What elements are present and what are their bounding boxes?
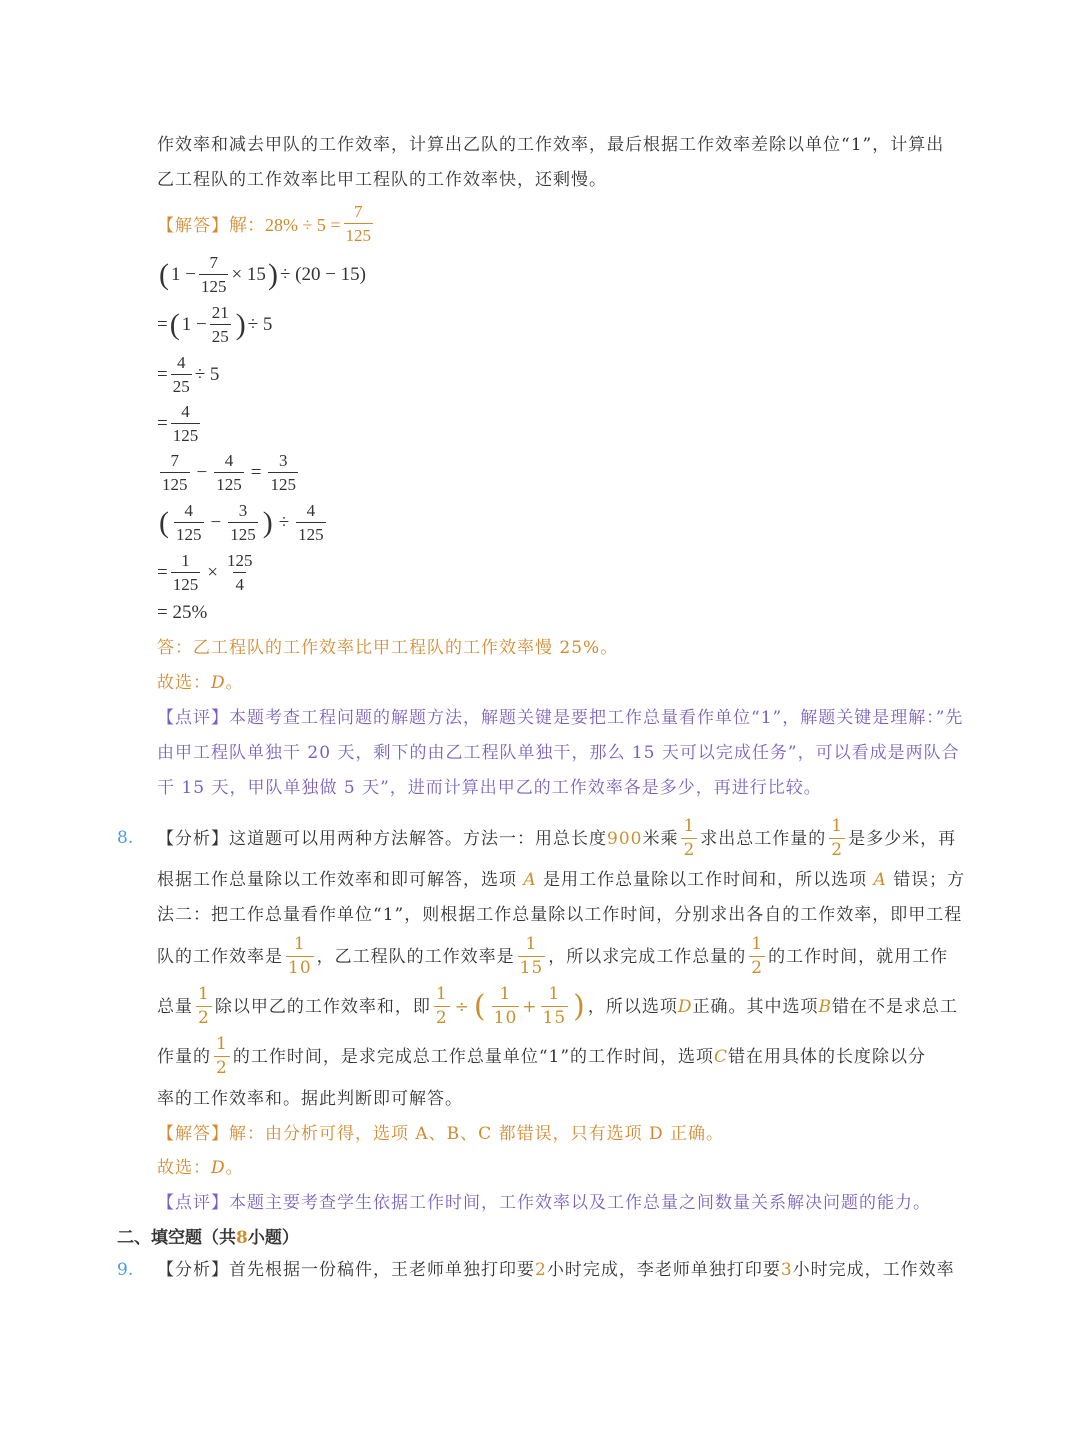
q8-line-3: 法二：把工作总量看作单位“1”，则根据工作总量除以工作时间，分别求出各自的工作效率，即甲工程 [157,905,963,925]
math-step-2: = ( 1 − $\frac{21}{25}$ ) ÷ 5 [157,303,273,346]
fraction: $\frac{7}{125}$ [200,253,227,296]
comment-line: 【点评】本题主要考查学生依据工作时间，工作效率以及工作总量之间数量关系解决问题的能力。 [157,1193,931,1213]
answer-expression: 解：28% ÷ 5 = [229,214,341,235]
math-step-3: = $\frac{4}{25}$ ÷ 5 [157,353,220,396]
fraction: $\frac{4}{125}$ [172,402,199,445]
q8-line-7: 率的工作效率和。据此判断即可解答。 [157,1089,463,1109]
analysis-tag: 【分析】 [157,1260,229,1280]
question-number: 9. [117,1260,134,1280]
q9-line-1: 【分析】首先根据一份稿件，王老师单独打印要2小时完成，李老师单独打印要3小时完成，工作效率 [157,1260,955,1280]
fraction: $\frac{21}{25}$ [211,303,229,346]
fraction: $\frac{4}{125}$ [216,451,242,494]
fraction: $\frac{4}{125}$ [298,501,324,544]
math-step-4: = $\frac{4}{125}$ [157,402,199,445]
fraction: $\frac{1}{10}$ [288,934,312,978]
math-step-7: = $\frac{1}{125}$ × $\frac{125}{4}$ [157,551,253,594]
q8-line-1: 【分析】 这道题可以用两种方法解答。方法一：用总长度 900 米乘 $\frac{1}{2}$ 求出总工作量的 $\frac{1}{2}$ 是多少米，再 [157,816,957,860]
comment-line: 由甲工程队单独干 20 天，剩下的由乙工程队单独干，那么 15 天可以完成任务”，可以看成是两队合 [157,743,960,763]
fraction: $\frac{1}{2}$ [216,1034,228,1078]
answer-line: 【解答】解：由分析可得，选项 A、B、C 都错误，只有选项 D 正确。 [157,1124,725,1144]
math-step-1: ( 1 − $\frac{7}{125}$ × 15 ) ÷ (20 − 15) [159,253,366,296]
comment-tag: 【点评】 [157,1193,229,1213]
q8-line-4: 队的工作效率是 $\frac{1}{10}$ ，乙工程队的工作效率是 $\frac{1}{15}$ ，所以求完成工作总量的 $\frac{1}{2}$ 的工作时间，就用工作 [157,934,949,978]
fraction: $\frac{1}{15}$ [519,934,544,978]
fraction: $\frac{1}{10}$ [493,984,518,1028]
answer-choice: 故选：D。 [157,673,244,693]
fraction: $\frac{1}{2}$ [683,816,696,860]
answer-header [157,203,376,244]
fraction: $\frac{7}{125}$ [162,451,188,494]
fraction: $\frac{125}{4}$ [226,551,253,594]
comment-line: 【点评】本题考查工程问题的解题方法，解题关键是要把工作总量看作单位“1”，解题关键是理解：”先 [157,708,964,728]
fraction: $\frac{4}{125}$ [176,501,202,544]
math-step-5: $\frac{7}{125}$ − $\frac{4}{125}$ = $\frac{3}{125}$ [162,451,296,494]
math-step-6: ( $\frac{4}{125}$ − $\frac{3}{125}$ ) ÷ $\frac{4}{125}$ [159,501,324,544]
question-number: 8. [117,828,134,848]
q8-line-6: 作量的 $\frac{1}{2}$ 的工作时间，是求完成总工作总量单位“1”的工作时间，选项 C 错在用具体的长度除以分 [157,1034,927,1078]
fraction: $\frac{1}{15}$ [542,984,567,1028]
fraction: $\frac{1}{125}$ [172,551,199,594]
fraction: $\frac{4}{25}$ [172,353,190,396]
comment-line: 干 15 天，甲队单独做 5 天”，进而计算出甲乙的工作效率各是多少，再进行比较。 [157,778,822,798]
answer-tag: 【解答】 [157,216,229,236]
section-heading: 二、填空题（共8小题） [117,1228,299,1248]
fraction: $\frac{7}{125}$ [345,202,372,245]
text-line: 作效率和减去甲队的工作效率，计算出乙队的工作效率，最后根据工作效率差除以单位“1”，计算出 [157,135,945,155]
analysis-tag: 【分析】 [157,828,229,849]
math-step-8: = 25% [157,602,208,623]
answer-tag: 【解答】 [157,1124,229,1144]
fraction: $\frac{1}{2}$ [435,984,448,1028]
answer-reply: 答：乙工程队的工作效率比甲工程队的工作效率慢 25%。 [157,638,619,658]
answer-choice: 故选：D。 [157,1158,244,1178]
text-line: 乙工程队的工作效率比甲工程队的工作效率快，还剩慢。 [157,170,607,190]
fraction: $\frac{1}{2}$ [831,816,844,860]
q8-line-5: 总量 $\frac{1}{2}$ 除以甲乙的工作效率和，即 $\frac{1}{2}$ ÷ ( $\frac{1}{10}$ + $\frac{1}{15}$ ) ，所以选项 D 正确。其中选项 B 错在不是求总工 [157,984,959,1028]
q8-line-2: 根据工作总量除以工作效率和即可解答，选项 A 是用工作总量除以工作时间和，所以选项 A 错误；方 [157,870,966,890]
fraction: $\frac{3}{125}$ [230,501,256,544]
fraction: $\frac{3}{125}$ [270,451,296,494]
fraction: $\frac{1}{2}$ [751,934,764,978]
fraction: $\frac{1}{2}$ [198,984,210,1028]
comment-tag: 【点评】 [157,708,229,728]
